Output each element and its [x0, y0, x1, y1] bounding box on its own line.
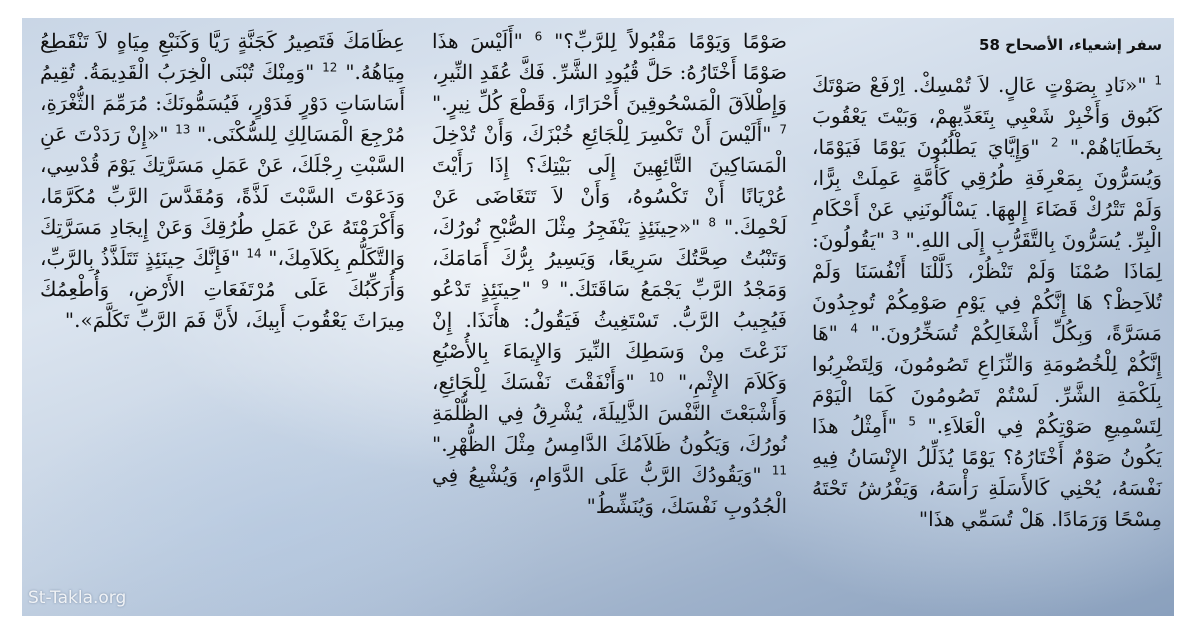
chapter-title: سفر إشعياء، الأصحاح 58 — [979, 36, 1162, 54]
verse-number: 12 — [322, 60, 338, 75]
verse-text: «حِينَئِذٍ يَنْفَجِرُ مِثْلَ الصُّبْحِ نُورُكَ، وَتَنْبُتُ صِحَّتُكَ سَرِيعًا، وَيَسِيرُ بِرُّكَ أَمَامَكَ، وَمَجْدُ الرَّبِّ يَجْمَعُ سَاقَتَكَ. — [432, 215, 788, 301]
verse-text: وَيَقُودُكَ الرَّبُّ عَلَى الدَّوَامِ، وَيُشْبِعُ فِي الْجُدُوبِ نَفْسَكَ، وَيُنَشِّطُ — [432, 463, 787, 518]
verse-text: عِظَامَكَ فَتَصِيرُ كَجَنَّةٍ رَيَّا وَكَنَبْعِ مِيَاهٍ لاَ تَنْقَطِعُ مِيَاهُهُ. — [40, 29, 405, 84]
verses-left: عِظَامَكَ فَتَصِيرُ كَجَنَّةٍ رَيَّا وَكَنَبْعِ مِيَاهٍ لاَ تَنْقَطِعُ مِيَاهُهُ." $^{12}$ "وَمِنْكَ تُبْنَى الْخِرَبُ الْقَدِيمَةُ. تُقِيمُ أَسَاسَاتِ دَوْرٍ فَدَوْرٍ، فَيُسَمُّونَكَ: مُرَمِّمَ الثُّغْرَةِ، مُرْجِعَ الْمَسَالِكِ لِلسُّكْنَى." $^{13}$ "«إِنْ رَدَدْتَ عَنِ السَّبْتِ رِجْلَكَ، عَنْ عَمَلِ مَسَرَّتِكَ يَوْمَ قُدْسِي، وَدَعَوْتَ السَّبْتَ لَذَّةً، وَمُقَدَّسَ الرَّبِّ مُكَرَّمًا، وَأَكْرَمْتَهُ عَنْ عَمَلِ طُرُقِكَ وَعَنْ إِيجَادِ مَسَرَّتِكَ وَالتَّكَلُّمِ بِكَلاَمِكَ،" $^{14}$ "فَإِنَّكَ حِينَئِذٍ تَتَلَذَّذُ بِالرَّبِّ، وَأُرَكِّبُكَ عَلَى مُرْتَفَعَاتِ الأَرْضِ، وَأُطْعِمُكَ مِيرَاثَ يَعْقُوبَ أَبِيكَ، لأَنَّ فَمَ الرَّبِّ تَكَلَّمَ»." — [40, 29, 406, 332]
verse-text: هَا إِنَّكُمْ لِلْخُصُومَةِ وَالنِّزَاعِ تَصُومُونَ، وَلِتَضْرِبُوا بِلَكْمَةِ الشَّرِّ. لَسْتُمْ تَصُومُونَ كَمَا الْيَوْمَ لِتَسْمِيعِ صَوْتِكُمْ فِي الْعَلاَءِ. — [812, 321, 1162, 438]
verse-number: 6 — [534, 29, 543, 44]
verse-text: «نَادِ بِصَوْتٍ عَالٍ. لاَ تُمْسِكْ. اِرْفَعْ صَوْتَكَ كَبُوق وَأَخْبِرْ شَعْبِي بِتَعَدِّيهِمْ، وَبَيْتَ يَعْقُوبَ بِخَطَايَاهُمْ. — [812, 73, 1162, 159]
verse-number: 1 — [1154, 73, 1163, 88]
verse-text: «إِنْ رَدَدْتَ عَنِ السَّبْتِ رِجْلَكَ، عَنْ عَمَلِ مَسَرَّتِكَ يَوْمَ قُدْسِي، وَدَعَوْتَ السَّبْتَ لَذَّةً، وَمُقَدَّسَ الرَّبِّ مُكَرَّمًا، وَأَكْرَمْتَهُ عَنْ عَمَلِ طُرُقِكَ وَعَنْ إِيجَادِ مَسَرَّتِكَ وَالتَّكَلُّمِ بِكَلاَمِكَ، — [40, 122, 405, 270]
verse-number: 13 — [175, 122, 191, 137]
verse-number: 11 — [771, 463, 787, 478]
verse-text: أَلَيْسَ هذَا صَوْمًا أَخْتَارُهُ: حَلَّ قُيُودِ الشَّرِّ. فَكَّ عُقَدِ النِّيرِ، وَإِطْلاَقَ الْمَسْحُوقِينَ أَحْرَارًا، وَقَطْعَ كُلِّ نِيرٍ. — [432, 29, 787, 115]
verse-number: 8 — [708, 215, 717, 230]
verse-number: 14 — [246, 246, 262, 261]
verse-text: يَقُولُونَ: لِمَاذَا صُمْنَا وَلَمْ تَنْظُرْ، ذَلَّلْنَا أَنْفُسَنَا وَلَمْ تُلاَحِظْ؟ هَا إِنَّكُمْ فِي يَوْمِ صَوْمِكُمْ تُوجِدُونَ مَسَرَّةً، وَبِكُلِّ أَشْغَالِكُمْ تُسَخِّرُونَ. — [812, 228, 1162, 345]
verse-number: 7 — [779, 122, 787, 137]
verse-text: حِينَئِذٍ تَدْعُو فَيُجِيبُ الرَّبُّ. تَسْتَغِيثُ فَيَقُولُ: هأَنَذَا. إِنْ نَزَعْتَ مِنْ وَسَطِكَ النِّيرَ وَالإِيمَاءَ بِالأُصْبُعِ وَكَلاَمَ الإِثْمِ، — [432, 277, 787, 394]
verse-number: 5 — [908, 414, 916, 429]
site-watermark: St-Takla.org — [28, 588, 127, 608]
verses-right: $^1$ "«نَادِ بِصَوْتٍ عَالٍ. لاَ تُمْسِكْ. اِرْفَعْ صَوْتَكَ كَبُوق وَأَخْبِرْ شَعْبِي بِتَعَدِّيهِمْ، وَبَيْتَ يَعْقُوبَ بِخَطَايَاهُمْ." $^2$ "وَإِيَّايَ يَطْلُبُونَ يَوْمًا فَيَوْمًا، وَيُسَرُّونَ بِمَعْرِفَةِ طُرُقِي كَأُمَّةٍ عَمِلَتْ بِرًّا، وَلَمْ تَتْرُكْ قَضَاءَ إِلهِهَا. يَسْأَلُونَنِي عَنْ أَحْكَامِ الْبِرِّ. يُسَرُّونَ بِالتَّقَرُّبِ إِلَى اللهِ." $^3$ "يَقُولُونَ: لِمَاذَا صُمْنَا وَلَمْ تَنْظُرْ، ذَلَّلْنَا أَنْفُسَنَا وَلَمْ تُلاَحِظْ؟ هَا إِنَّكُمْ فِي يَوْمِ صَوْمِكُمْ تُوجِدُونَ مَسَرَّةً، وَبِكُلِّ أَشْغَالِكُمْ تُسَخِّرُونَ." $^4$ "هَا إِنَّكُمْ لِلْخُصُومَةِ وَالنِّزَاعِ تَصُومُونَ، وَلِتَضْرِبُوا بِلَكْمَةِ الشَّرِّ. لَسْتُمْ تَصُومُونَ كَمَا الْيَوْمَ لِتَسْمِيعِ صَوْتِكُمْ فِي الْعَلاَءِ." $^5$ "أَمِثْلُ هذَا يَكُونُ صَوْمٌ أَخْتَارُهُ؟ يَوْمًا يُذَلِّلُ الإِنْسَانُ فِيهِ نَفْسَهُ، يُحْنِي كَالأَسَلَةِ رَأْسَهُ، وَيَفْرُشُ تَحْتَهُ مِسْحًا وَرَمَادًا. هَلْ تُسَمِّي هذَا" — [812, 73, 1163, 531]
verses-middle: صَوْمًا وَيَوْمًا مَقْبُولاً لِلرَّبِّ؟" $^6$ "أَلَيْسَ هذَا صَوْمًا أَخْتَارُهُ: حَلَّ قُيُودِ الشَّرِّ. فَكَّ عُقَدِ النِّيرِ، وَإِطْلاَقَ الْمَسْحُوقِينَ أَحْرَارًا، وَقَطْعَ كُلِّ نِيرٍ." $^7$ "أَلَيْسَ أَنْ تَكْسِرَ لِلْجَائِعِ خُبْزَكَ، وَأَنْ تُدْخِلَ الْمَسَاكِينَ التَّائِهِينَ إِلَى بَيْتِكَ؟ إِذَا رَأَيْتَ عُرْيَانًا أَنْ تَكْسُوهُ، وَأَنْ لاَ تَتَغَاضَى عَنْ لَحْمِكَ." $^8$ "«حِينَئِذٍ يَنْفَجِرُ مِثْلَ الصُّبْحِ نُورُكَ، وَتَنْبُتُ صِحَّتُكَ سَرِيعًا، وَيَسِيرُ بِرُّكَ أَمَامَكَ، وَمَجْدُ الرَّبِّ يَجْمَعُ سَاقَتَكَ." $^9$ "حِينَئِذٍ تَدْعُو فَيُجِيبُ الرَّبُّ. تَسْتَغِيثُ فَيَقُولُ: هأَنَذَا. إِنْ نَزَعْتَ مِنْ وَسَطِكَ النِّيرَ وَالإِيمَاءَ بِالأُصْبُعِ وَكَلاَمَ الإِثْمِ،" $^{10}$ "وَأَنْفَقْتَ نَفْسَكَ لِلْجَائِعِ، وَأَشْبَعْتَ النَّفْسَ الذَّلِيلَةَ، يُشْرِقُ فِي الظُّلْمَةِ نُورُكَ، وَيَكُونُ ظَلاَمُكَ الدَّامِسُ مِثْلَ الظُّهْرِ." $^{11}$ "وَيَقُودُكَ الرَّبُّ عَلَى الدَّوَامِ، وَيُشْبِعُ فِي الْجُدُوبِ نَفْسَكَ، وَيُنَشِّطُ" — [432, 29, 788, 518]
column-left — [40, 26, 405, 336]
column-middle — [432, 26, 787, 522]
verse-text: أَمِثْلُ هذَا يَكُونُ صَوْمٌ أَخْتَارُهُ؟ يَوْمًا يُذَلِّلُ الإِنْسَانُ فِيهِ نَفْسَهُ، يُحْنِي كَالأَسَلَةِ رَأْسَهُ، وَيَفْرُشُ تَحْتَهُ مِسْحًا وَرَمَادًا. هَلْ تُسَمِّي هذَا — [812, 414, 1162, 531]
verse-text: أَلَيْسَ أَنْ تَكْسِرَ لِلْجَائِعِ خُبْزَكَ، وَأَنْ تُدْخِلَ الْمَسَاكِينَ التَّائِهِينَ إِلَى بَيْتِكَ؟ إِذَا رَأَيْتَ عُرْيَانًا أَنْ تَكْسُوهُ، وَأَنْ لاَ تَتَغَاضَى عَنْ لَحْمِكَ. — [432, 122, 787, 239]
verse-number: 10 — [648, 370, 664, 385]
verse-number: 3 — [891, 228, 900, 243]
column-right — [812, 26, 1162, 535]
verse-number: 9 — [541, 277, 549, 292]
verse-text: صَوْمًا وَيَوْمًا مَقْبُولاً لِلرَّبِّ؟ — [563, 29, 787, 53]
verse-text: وَأَنْفَقْتَ نَفْسَكَ لِلْجَائِعِ، وَأَشْبَعْتَ النَّفْسَ الذَّلِيلَةَ، يُشْرِقُ فِي الظُّلْمَةِ نُورُكَ، وَيَكُونُ ظَلاَمُكَ الدَّامِسُ مِثْلَ الظُّهْرِ. — [432, 370, 787, 456]
verse-number: 4 — [850, 321, 859, 336]
verse-card — [22, 18, 1174, 616]
verse-text: وَمِنْكَ تُبْنَى الْخِرَبُ الْقَدِيمَةُ. تُقِيمُ أَسَاسَاتِ دَوْرٍ فَدَوْرٍ، فَيُسَمُّونَكَ: مُرَمِّمَ الثُّغْرَةِ، مُرْجِعَ الْمَسَالِكِ لِلسُّكْنَى. — [40, 60, 406, 146]
verse-text: وَإِيَّايَ يَطْلُبُونَ يَوْمًا فَيَوْمًا، وَيُسَرُّونَ بِمَعْرِفَةِ طُرُقِي كَأُمَّةٍ عَمِلَتْ بِرًّا، وَلَمْ تَتْرُكْ قَضَاءَ إِلهِهَا. يَسْأَلُونَنِي عَنْ أَحْكَامِ الْبِرِّ. يُسَرُّونَ بِالتَّقَرُّبِ إِلَى اللهِ. — [812, 135, 1163, 252]
verse-number: 2 — [1050, 135, 1059, 150]
verse-text: فَإِنَّكَ حِينَئِذٍ تَتَلَذَّذُ بِالرَّبِّ، وَأُرَكِّبُكَ عَلَى مُرْتَفَعَاتِ الأَرْضِ، وَأُطْعِمُكَ مِيرَاثَ يَعْقُوبَ أَبِيكَ، لأَنَّ فَمَ الرَّبِّ تَكَلَّمَ». — [40, 246, 405, 332]
